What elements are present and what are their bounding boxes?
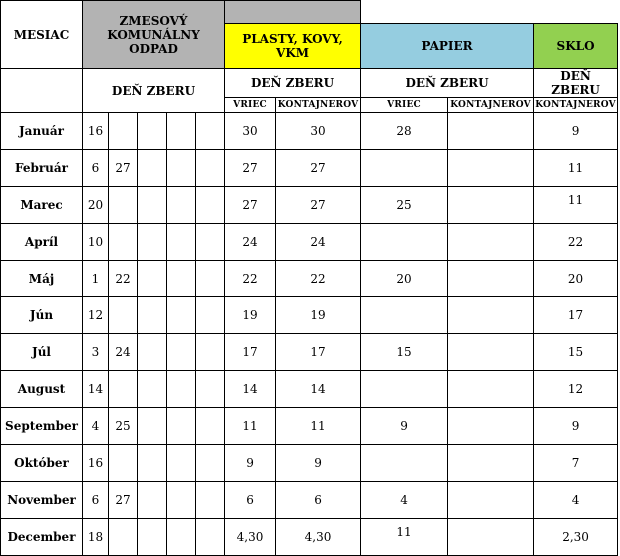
zmesovy-day-5 [196,445,225,482]
zmesovy-day-5 [196,518,225,555]
zmesovy-day-1: 3 [83,334,109,371]
header-den-zberu-plasty: DEŇ ZBERU [225,69,361,98]
plasty-vriec-day: 27 [225,186,276,223]
papier-kontajnerov-day [448,223,534,260]
zmesovy-day-3 [138,113,167,150]
month-name: Jún [1,297,83,334]
zmesovy-day-5 [196,149,225,186]
plasty-kontajnerov-day: 17 [276,334,361,371]
zmesovy-day-2: 24 [109,334,138,371]
sklo-kontajnerov-day: 22 [534,223,618,260]
papier-vriec-day [361,297,448,334]
zmesovy-day-3 [138,223,167,260]
zmesovy-day-1: 12 [83,297,109,334]
header-vriec-plasty: VRIEC [225,98,276,113]
zmesovy-day-2 [109,297,138,334]
zmesovy-day-2: 27 [109,149,138,186]
zmesovy-day-5 [196,481,225,518]
zmesovy-day-5 [196,297,225,334]
zmesovy-day-3 [138,149,167,186]
papier-vriec-day [361,149,448,186]
papier-kontajnerov-day [448,518,534,555]
papier-vriec-day [361,445,448,482]
papier-kontajnerov-day [448,260,534,297]
month-name: Február [1,149,83,186]
zmesovy-day-3 [138,371,167,408]
table-row [1,260,618,297]
papier-kontajnerov-day [448,113,534,150]
month-name: Máj [1,260,83,297]
zmesovy-day-3 [138,481,167,518]
zmesovy-day-5 [196,334,225,371]
header-gray-cap [225,1,361,24]
plasty-vriec-day: 11 [225,408,276,445]
sklo-kontajnerov-day: 7 [534,445,618,482]
plasty-vriec-day: 19 [225,297,276,334]
zmesovy-day-5 [196,408,225,445]
month-name: Január [1,113,83,150]
papier-kontajnerov-day [448,371,534,408]
zmesovy-day-2 [109,113,138,150]
header-kontajnerov-papier: KONTAJNEROV [448,98,534,113]
papier-vriec-day: 11 [361,518,448,555]
zmesovy-day-1: 16 [83,113,109,150]
month-name: September [1,408,83,445]
plasty-vriec-day: 14 [225,371,276,408]
month-name: August [1,371,83,408]
zmesovy-day-5 [196,186,225,223]
header-kontajnerov-plasty: KONTAJNEROV [276,98,361,113]
papier-kontajnerov-day [448,149,534,186]
sklo-kontajnerov-day: 11 [534,186,618,223]
plasty-vriec-day: 9 [225,445,276,482]
zmesovy-day-3 [138,334,167,371]
zmesovy-day-2 [109,223,138,260]
header-den-zberu-zmesovy: DEŇ ZBERU [83,69,225,113]
plasty-kontajnerov-day: 27 [276,186,361,223]
plasty-vriec-day: 27 [225,149,276,186]
month-name: Apríl [1,223,83,260]
month-name: Marec [1,186,83,223]
zmesovy-day-2 [109,445,138,482]
header-blank-cap [361,1,618,24]
table-row [1,334,618,371]
zmesovy-day-3 [138,260,167,297]
zmesovy-day-2 [109,186,138,223]
header-papier: PAPIER [361,24,534,69]
plasty-kontajnerov-day: 27 [276,149,361,186]
zmesovy-day-4 [167,149,196,186]
zmesovy-day-4 [167,518,196,555]
plasty-kontajnerov-day: 19 [276,297,361,334]
sklo-kontajnerov-day: 2,30 [534,518,618,555]
zmesovy-day-2: 22 [109,260,138,297]
month-name: Október [1,445,83,482]
zmesovy-day-3 [138,186,167,223]
plasty-kontajnerov-day: 24 [276,223,361,260]
papier-vriec-day: 28 [361,113,448,150]
plasty-vriec-day: 30 [225,113,276,150]
zmesovy-day-3 [138,445,167,482]
month-name: December [1,518,83,555]
zmesovy-day-4 [167,371,196,408]
zmesovy-day-4 [167,408,196,445]
zmesovy-day-2 [109,518,138,555]
header-mesiac: MESIAC [1,1,83,69]
sklo-kontajnerov-day: 9 [534,113,618,150]
plasty-kontajnerov-day: 30 [276,113,361,150]
zmesovy-day-5 [196,371,225,408]
table-row [1,518,618,555]
table-row [1,297,618,334]
zmesovy-day-1: 1 [83,260,109,297]
sklo-kontajnerov-day: 15 [534,334,618,371]
zmesovy-day-4 [167,297,196,334]
zmesovy-day-1: 14 [83,371,109,408]
table-row [1,223,618,260]
zmesovy-day-1: 16 [83,445,109,482]
month-name: November [1,481,83,518]
plasty-vriec-day: 4,30 [225,518,276,555]
zmesovy-day-3 [138,408,167,445]
sklo-kontajnerov-day: 17 [534,297,618,334]
zmesovy-day-2 [109,371,138,408]
header-mesiac-lower [1,69,83,113]
sklo-kontajnerov-day: 12 [534,371,618,408]
header-zmesovy-odpad: ZMESOVÝ KOMUNÁLNY ODPAD [83,1,225,69]
zmesovy-day-1: 6 [83,149,109,186]
month-rows [1,113,618,556]
zmesovy-day-5 [196,113,225,150]
plasty-kontajnerov-day: 6 [276,481,361,518]
table-row [1,408,618,445]
zmesovy-day-5 [196,260,225,297]
table-row [1,113,618,150]
papier-kontajnerov-day [448,445,534,482]
papier-kontajnerov-day [448,186,534,223]
zmesovy-day-4 [167,186,196,223]
zmesovy-day-1: 10 [83,223,109,260]
header-den-zberu-sklo: DEŇ ZBERU [534,69,618,98]
zmesovy-day-4 [167,481,196,518]
zmesovy-day-3 [138,297,167,334]
plasty-kontajnerov-day: 9 [276,445,361,482]
header-kontajnerov-sklo: KONTAJNEROV [534,98,618,113]
papier-vriec-day: 15 [361,334,448,371]
zmesovy-day-4 [167,223,196,260]
zmesovy-day-4 [167,260,196,297]
header-plasty-kovy-vkm: PLASTY, KOVY, VKM [225,24,361,69]
zmesovy-day-1: 6 [83,481,109,518]
table-row [1,186,618,223]
papier-kontajnerov-day [448,334,534,371]
header-vriec-papier: VRIEC [361,98,448,113]
papier-kontajnerov-day [448,408,534,445]
zmesovy-day-4 [167,334,196,371]
papier-vriec-day: 25 [361,186,448,223]
papier-vriec-day: 20 [361,260,448,297]
plasty-kontajnerov-day: 14 [276,371,361,408]
papier-kontajnerov-day [448,481,534,518]
zmesovy-day-2: 25 [109,408,138,445]
sklo-kontajnerov-day: 20 [534,260,618,297]
zmesovy-day-1: 20 [83,186,109,223]
header-sklo: SKLO [534,24,618,69]
zmesovy-day-2: 27 [109,481,138,518]
papier-kontajnerov-day [448,297,534,334]
zmesovy-day-1: 4 [83,408,109,445]
zmesovy-day-3 [138,518,167,555]
papier-vriec-day [361,371,448,408]
zmesovy-day-1: 18 [83,518,109,555]
papier-vriec-day: 9 [361,408,448,445]
month-name: Júl [1,334,83,371]
plasty-vriec-day: 17 [225,334,276,371]
table-row [1,481,618,518]
zmesovy-day-4 [167,445,196,482]
table-row [1,149,618,186]
plasty-vriec-day: 24 [225,223,276,260]
sklo-kontajnerov-day: 4 [534,481,618,518]
table-row [1,371,618,408]
papier-vriec-day [361,223,448,260]
sklo-kontajnerov-day: 11 [534,149,618,186]
zmesovy-day-5 [196,223,225,260]
zmesovy-day-4 [167,113,196,150]
header-den-zberu-papier: DEŇ ZBERU [361,69,534,98]
papier-vriec-day: 4 [361,481,448,518]
plasty-kontajnerov-day: 22 [276,260,361,297]
plasty-vriec-day: 6 [225,481,276,518]
plasty-vriec-day: 22 [225,260,276,297]
sklo-kontajnerov-day: 9 [534,408,618,445]
plasty-kontajnerov-day: 11 [276,408,361,445]
table-row [1,445,618,482]
plasty-kontajnerov-day: 4,30 [276,518,361,555]
